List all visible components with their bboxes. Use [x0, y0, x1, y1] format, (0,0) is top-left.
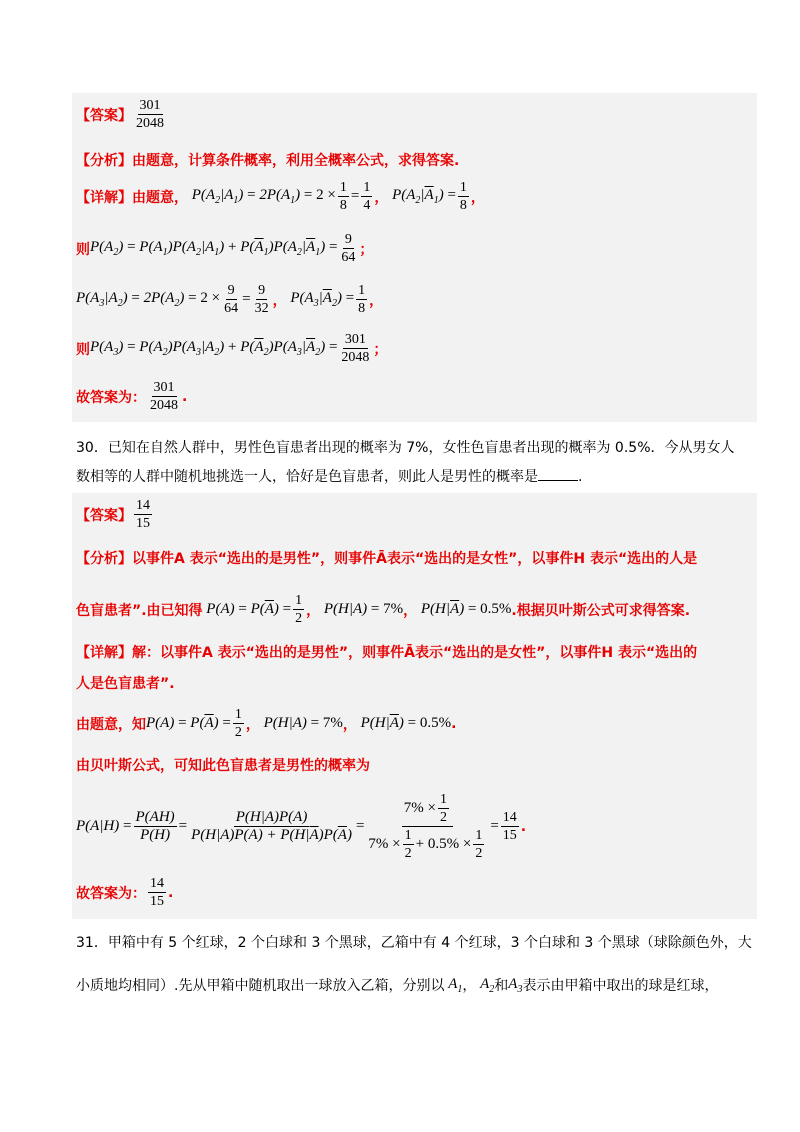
detail-text: 解：以事件A 表示“选出的是男性”，则事件Ā表示“选出的是女性”，以事件H 表示“选出的	[132, 645, 698, 661]
comma: ，	[369, 292, 384, 309]
q29-total-prob-line-1	[76, 232, 373, 265]
formula-p-a2-given-not-a1: $P(A_2|\overline{A}_1)$ =	[388, 187, 456, 206]
formula-p-a: $P(A) = P(\overline{A})$ =	[202, 601, 292, 617]
fraction-9-64: $\frac{9}{64}$	[341, 232, 356, 265]
q30-detail-line-1	[76, 642, 697, 662]
fraction-denominator: 2048	[150, 398, 178, 413]
fraction-denominator: 15	[136, 516, 150, 531]
fraction-14-15: $\frac{14}{15}$	[502, 810, 517, 843]
event-a3: $A_3$	[508, 975, 523, 995]
fraction-bayes-expanded: $\frac{P(H|A)P(A)}{P(H|A)P(A) + P(H|\overline{A})P(\overline{A})}$	[191, 809, 352, 843]
formula-p-a-given-h: P(A|H) =	[76, 818, 132, 834]
fraction-numerator: 14	[150, 876, 164, 891]
period: .	[182, 388, 188, 405]
analysis-text: 以事件A 表示“选出的是男性”，则事件Ā表示“选出的是女性”，以事件H 表示“选出的人是	[132, 551, 698, 567]
analysis-label: 【分析】	[76, 153, 132, 169]
formula-p-h-given-a: P(H|A) = 7%	[259, 715, 343, 731]
fraction-9-32: $\frac{9}{32}$	[254, 283, 269, 316]
answer-blank	[538, 466, 578, 481]
q30-question-line-2	[76, 466, 582, 486]
comma: ，	[374, 189, 389, 206]
final-answer-fraction	[148, 876, 166, 909]
question-text: 表示由甲箱中取出的球是红球，	[522, 978, 719, 994]
event-a1: $A_1$	[444, 975, 463, 995]
fraction-p-ah-over-p-h: $\frac{P(AH)}{P(H)}$	[135, 809, 175, 843]
question-number: 30．	[76, 440, 108, 456]
question-text: 小质地均相同）.先从甲箱中随机取出一球放入乙箱，分别以	[76, 978, 445, 994]
formula-p-a: $P(A) = P(\overline{A})$ =	[146, 715, 231, 731]
q29-answer-line	[76, 98, 168, 131]
formula-p-h-given-a: P(H|A) = 7%	[320, 601, 404, 617]
fraction-denominator: 2048	[136, 116, 164, 131]
fraction-numerator: 301	[139, 98, 161, 113]
question-text: 已知在自然人群中，男性色盲患者出现的概率为 7%，女性色盲患者出现的概率为 0.5%．今从男女人	[107, 440, 735, 456]
q30-answer-line	[76, 498, 154, 531]
detail-label: 【详解】	[76, 645, 132, 661]
detail-label: 【详解】	[76, 189, 132, 206]
comma: ，	[272, 292, 287, 309]
event-a2: $A_2$	[476, 975, 495, 995]
q30-bayes-line	[76, 755, 370, 775]
q31-question-line-2: 小质地均相同）.先从甲箱中随机取出一球放入乙箱，分别以 $A_1$ ， $A_2$ 和 $A_3$ 表示由甲箱中取出的球是红球，	[76, 975, 719, 995]
semicolon: ；	[359, 241, 374, 258]
formula-p-h-given-not-a: $P(H|\overline{A}) = 0.5\%$	[356, 715, 452, 731]
q31-question-line-1	[76, 932, 752, 952]
analysis-text: .根据贝叶斯公式可求得答案.	[511, 602, 691, 619]
q29-final-line	[76, 380, 187, 413]
period: .	[168, 884, 174, 901]
fraction-1-8: $\frac{1}{8}$	[339, 180, 347, 213]
formula-p-a2-given-a1: $P(A_2|A_1) = 2P(A_1) = 2$ ×	[188, 187, 336, 206]
formula-p-h-given-not-a: $P(H|\overline{A}) = 0.5\%$	[417, 601, 512, 617]
answer-fraction	[134, 498, 152, 531]
q29-total-prob-line-2	[76, 332, 387, 365]
then-label: 则	[76, 341, 90, 358]
question-text: 甲箱中有 5 个红球，2 个白球和 3 个黑球，乙箱中有 4 个红球，3 个白球和 3 个黑球（球除颜色外，大	[107, 935, 752, 951]
answer-fraction	[134, 98, 166, 131]
q30-analysis-line-1	[76, 548, 697, 568]
fraction-1-4: $\frac{1}{4}$	[363, 180, 371, 213]
q29-detail-line: 【详解】 由题意， $P(A_2|A_1) = 2P(A_1) = 2$ × $\frac{1}{8}$ = $\frac{1}{4}$ ， $P(A_2|\overline{A}_1)$ = $\frac{1}{8}$ ，	[76, 180, 485, 213]
fraction-1-8: $\frac{1}{8}$	[459, 180, 467, 213]
final-answer-fraction	[148, 380, 180, 413]
period: .	[578, 469, 583, 485]
formula-p-a2: $P(A_2) = P(A_1)P(A_2|A_1) + P(\overline{A}_1)P(A_2|\overline{A}_1)$ =	[90, 239, 338, 258]
answer-label: 【答案】	[76, 107, 132, 124]
comma: ，	[470, 189, 485, 206]
period: .	[451, 715, 457, 732]
question-text: 和	[494, 978, 509, 994]
fraction-denominator: 15	[150, 894, 164, 909]
formula-p-a3-given-not-a2: $P(A_3|\overline{A}_2)$ =	[286, 290, 355, 309]
question-text: 数相等的人群中随机地挑选一人，恰好是色盲患者，则此人是男性的概率是	[76, 469, 538, 485]
fraction-1-2: $\frac{1}{2}$	[234, 707, 242, 740]
fraction-1-2: $\frac{1}{2}$	[295, 593, 303, 626]
q30-final-line	[76, 876, 173, 909]
semicolon: ；	[373, 341, 388, 358]
fraction-numerator: 301	[153, 380, 175, 395]
q30-bayes-formula: P(A|H) = $\frac{P(AH)}{P(H)}$ = $\frac{P(H|A)P(A)}{P(H|A)P(A) + P(H|\overline{A})P(\overline{A})}$ = 7% × $\frac{1}{2}$ 7% × $\frac{1}{2}$ + 0.5% × $\frac{1}{2}$ = $\frac{14}{15}$ .	[76, 792, 527, 861]
final-answer-label: 故答案为：	[76, 389, 146, 406]
formula-p-a3-given-a2: $P(A_3|A_2) = 2P(A_2) = 2$ ×	[76, 290, 221, 309]
fraction-9-64: $\frac{9}{64}$	[224, 283, 239, 316]
analysis-text: 色盲患者”.由已知得	[76, 602, 203, 619]
q29-analysis-line	[76, 150, 459, 170]
known-label: 由题意，知	[76, 716, 146, 733]
q30-known-line: 由题意，知 $P(A) = P(\overline{A})$ = $\frac{1}{2}$ ， P(H|A) = 7% ， $P(H|\overline{A}) = 0.5\%$ .	[76, 707, 457, 740]
then-label: 则	[76, 241, 90, 258]
final-answer-label: 故答案为：	[76, 885, 146, 902]
q29-p-a3-line: $P(A_3|A_2) = 2P(A_2) = 2$ × $\frac{9}{64}$ = $\frac{9}{32}$ ， $P(A_3|\overline{A}_2)$ = $\frac{1}{8}$ ，	[76, 283, 384, 316]
fraction-1-8: $\frac{1}{8}$	[358, 283, 366, 316]
fraction-bayes-numeric: 7% × $\frac{1}{2}$ 7% × $\frac{1}{2}$ + 0.5% × $\frac{1}{2}$	[368, 792, 483, 861]
question-number: 31．	[76, 935, 108, 951]
detail-text: 由题意，	[132, 189, 188, 206]
fraction-301-2048: $\frac{301}{2048}$	[341, 332, 370, 365]
analysis-text: 由题意，计算条件概率，利用全概率公式，求得答案.	[132, 153, 460, 169]
formula-p-a3: $P(A_3) = P(A_2)P(A_3|A_2) + P(\overline{A}_2)P(A_3|\overline{A}_2)$ =	[90, 339, 338, 358]
q30-analysis-line-2: 色盲患者”.由已知得 $P(A) = P(\overline{A})$ = $\frac{1}{2}$ ， P(H|A) = 7% ， $P(H|\overline{A}) = 0.5\%$ .根据贝叶斯公式可求得答案.	[76, 593, 691, 626]
answer-label: 【答案】	[76, 507, 132, 524]
bayes-text: 由贝叶斯公式，可知此色盲患者是男性的概率为	[76, 758, 370, 774]
analysis-label: 【分析】	[76, 551, 132, 567]
fraction-numerator: 14	[136, 498, 150, 513]
detail-text: 人是色盲患者”.	[76, 676, 175, 692]
q30-question-line-1	[76, 437, 735, 457]
q30-detail-line-2	[76, 673, 175, 693]
